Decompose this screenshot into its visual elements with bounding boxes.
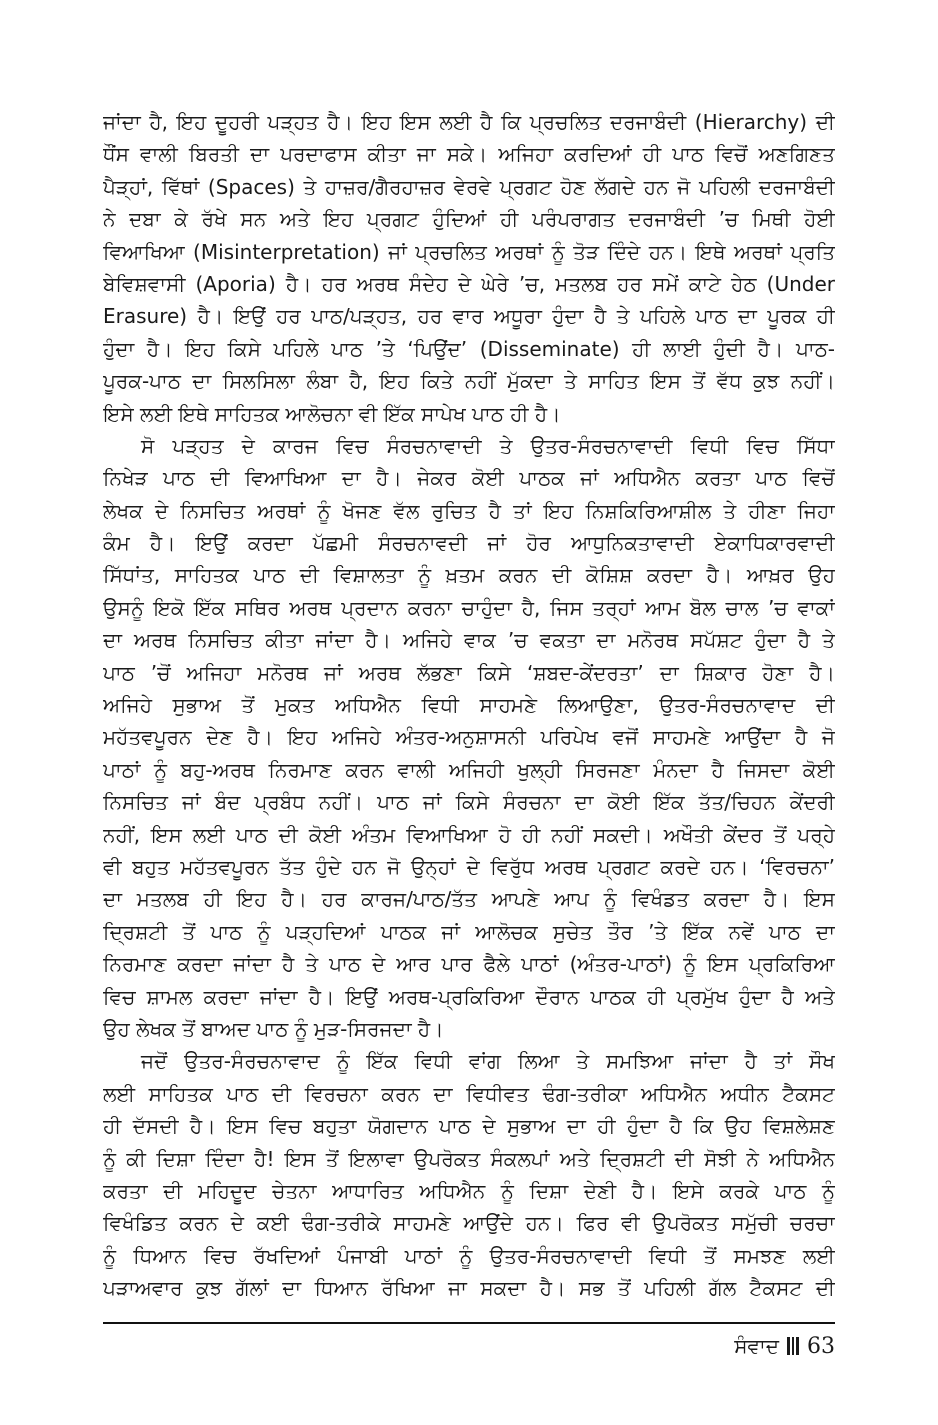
text-line: ਇਸੇ ਲਈ ਇਥੇ ਸਾਹਿਤਕ ਆਲੋਚਨਾ ਵੀ ਇੱਕ ਸਾਪੇਖ ਪਾਠ ਹੀ ਹੈ।: [103, 401, 561, 426]
text-line: ਦ੍ਰਿਸ਼ਟੀ ਤੋਂ ਪਾਠ ਨੂੰ ਪੜ੍ਹਦਿਆਂ ਪਾਠਕ ਜਾਂ ਆਲੋਚਕ ਸੁਚੇਤ ਤੌਰ ’ਤੇ ਇੱਕ ਨਵੇਂ ਪਾਠ ਦਾ: [103, 919, 835, 944]
text-line: ਬੇਵਿਸ਼ਵਾਸੀ (Aporia) ਹੈ। ਹਰ ਅਰਥ ਸੰਦੇਹ ਦੇ ਘੇਰੇ ’ਚ, ਮਤਲਬ ਹਰ ਸਮੇਂ ਕਾਟੇ ਹੇਠ (Under: [103, 271, 835, 296]
text-line: ਮਹੱਤਵਪੂਰਨ ਦੇਣ ਹੈ। ਇਹ ਅਜਿਹੇ ਅੰਤਰ-ਅਨੁਸ਼ਾਸਨੀ ਪਰਿਪੇਖ ਵਜੋਂ ਸਾਹਮਣੇ ਆਉਂਦਾ ਹੈ ਜੋ: [103, 725, 835, 750]
text-line: ਨਿਸਚਿਤ ਜਾਂ ਬੰਦ ਪ੍ਰਬੰਧ ਨਹੀਂ। ਪਾਠ ਜਾਂ ਕਿਸੇ ਸੰਰਚਨਾ ਦਾ ਕੋਈ ਇੱਕ ਤੱਤ/ਚਿਹਨ ਕੇਂਦਰੀ: [103, 790, 835, 815]
text-line: ਨੂੰ ਧਿਆਨ ਵਿਚ ਰੱਖਦਿਆਂ ਪੰਜਾਬੀ ਪਾਠਾਂ ਨੂੰ ਉਤਰ-ਸੰਰਚਨਾਵਾਦੀ ਵਿਧੀ ਤੋਂ ਸਮਝਣ ਲਈ: [103, 1243, 835, 1268]
text-line: ਪਾਠਾਂ ਨੂੰ ਬਹੁ-ਅਰਥ ਨਿਰਮਾਣ ਕਰਨ ਵਾਲੀ ਅਜਿਹੀ ਖੁਲ੍ਹੀ ਸਿਰਜਣਾ ਮੰਨਦਾ ਹੈ ਜਿਸਦਾ ਕੋਈ: [103, 757, 835, 782]
text-line: ਕੰਮ ਹੈ। ਇਉਂ ਕਰਦਾ ਪੱਛਮੀ ਸੰਰਚਨਾਵਦੀ ਜਾਂ ਹੋਰ ਆਧੁਨਿਕਤਾਵਾਦੀ ਏਕਾਧਿਕਾਰਵਾਦੀ: [103, 531, 835, 556]
text-line: ਜਾਂਦਾ ਹੈ, ਇਹ ਦੂਹਰੀ ਪੜ੍ਹਤ ਹੈ। ਇਹ ਇਸ ਲਈ ਹੈ ਕਿ ਪ੍ਰਚਲਿਤ ਦਰਜਾਬੰਦੀ (Hierarchy) ਦੀ: [103, 110, 835, 134]
text-line: ਪੜਾਅਵਾਰ ਕੁਝ ਗੱਲਾਂ ਦਾ ਧਿਆਨ ਰੱਖਿਆ ਜਾ ਸਕਦਾ ਹੈ। ਸਭ ਤੋਂ ਪਹਿਲੀ ਗੱਲ ਟੈਕਸਟ ਦੀ: [103, 1276, 835, 1301]
paragraph: [103, 430, 835, 1045]
page-number: 63: [807, 1333, 835, 1359]
text-line: ਹੀ ਦੱਸਦੀ ਹੈ। ਇਸ ਵਿਚ ਬਹੁਤਾ ਯੋਗਦਾਨ ਪਾਠ ਦੇ ਸੁਭਾਅ ਦਾ ਹੀ ਹੁੰਦਾ ਹੈ ਕਿ ਉਹ ਵਿਸ਼ਲੇਸ਼ਣ: [103, 1114, 835, 1139]
text-line: ਪੂਰਕ-ਪਾਠ ਦਾ ਸਿਲਸਿਲਾ ਲੰਬਾ ਹੈ, ਇਹ ਕਿਤੇ ਨਹੀਂ ਮੁੱਕਦਾ ਤੇ ਸਾਹਿਤ ਇਸ ਤੋਂ ਵੱਧ ਕੁਝ ਨਹੀਂ।: [103, 369, 835, 394]
text-line: ਵਿਚ ਸ਼ਾਮਲ ਕਰਦਾ ਜਾਂਦਾ ਹੈ। ਇਉਂ ਅਰਥ-ਪ੍ਰਕਿਰਿਆ ਦੌਰਾਨ ਪਾਠਕ ਹੀ ਪ੍ਰਮੁੱਖ ਹੁੰਦਾ ਹੈ ਅਤੇ: [103, 984, 835, 1009]
text-line: ਵਿਖੰਡਿਤ ਕਰਨ ਦੇ ਕਈ ਢੰਗ-ਤਰੀਕੇ ਸਾਹਮਣੇ ਆਉਂਦੇ ਹਨ। ਫਿਰ ਵੀ ਉਪਰੋਕਤ ਸਮੁੱਚੀ ਚਰਚਾ: [103, 1211, 835, 1236]
text-line: ਉਹ ਲੇਖਕ ਤੋਂ ਬਾਅਦ ਪਾਠ ਨੂੰ ਮੁੜ-ਸਿਰਜਦਾ ਹੈ।: [103, 1016, 444, 1041]
text-line: ਨਿਰਮਾਣ ਕਰਦਾ ਜਾਂਦਾ ਹੈ ਤੇ ਪਾਠ ਦੇ ਆਰ ਪਾਰ ਫੈਲੇ ਪਾਠਾਂ (ਅੰਤਰ-ਪਾਠਾਂ) ਨੂੰ ਇਸ ਪ੍ਰਕਿਰਿਆ: [103, 952, 835, 977]
text-line: ਧੌਂਸ ਵਾਲੀ ਬਿਰਤੀ ਦਾ ਪਰਦਾਫਾਸ ਕੀਤਾ ਜਾ ਸਕੇ। ਅਜਿਹਾ ਕਰਦਿਆਂ ਹੀ ਪਾਠ ਵਿਚੋਂ ਅਣਗਿਣਤ: [103, 142, 835, 167]
text-line: Erasure) ਹੈ। ਇਉਂ ਹਰ ਪਾਠ/ਪੜ੍ਹਤ, ਹਰ ਵਾਰ ਅਧੂਰਾ ਹੁੰਦਾ ਹੈ ਤੇ ਪਹਿਲੇ ਪਾਠ ਦਾ ਪੂਰਕ ਹੀ: [103, 304, 835, 329]
text-line: ਹੁੰਦਾ ਹੈ। ਇਹ ਕਿਸੇ ਪਹਿਲੇ ਪਾਠ ’ਤੇ ‘ਪਿਉਂਦ’ (Disseminate) ਹੀ ਲਾਈ ਹੁੰਦੀ ਹੈ। ਪਾਠ-: [103, 336, 835, 361]
text-line: ਉਸਨੂੰ ਇਕੋ ਇੱਕ ਸਥਿਰ ਅਰਥ ਪ੍ਰਦਾਨ ਕਰਨਾ ਚਾਹੁੰਦਾ ਹੈ, ਜਿਸ ਤਰ੍ਹਾਂ ਆਮ ਬੋਲ ਚਾਲ ’ਚ ਵਾਕਾਂ: [103, 595, 835, 620]
body-text: [103, 106, 835, 1304]
text-line: ਨੇ ਦਬਾ ਕੇ ਰੱਖੇ ਸਨ ਅਤੇ ਇਹ ਪ੍ਰਗਟ ਹੁੰਦਿਆਂ ਹੀ ਪਰੰਪਰਾਗਤ ਦਰਜਾਬੰਦੀ ’ਚ ਮਿਥੀ ਹੋਈ: [103, 207, 835, 232]
separator-bars-icon: [787, 1337, 799, 1355]
text-line: ਸਿੱਧਾਂਤ, ਸਾਹਿਤਕ ਪਾਠ ਦੀ ਵਿਸ਼ਾਲਤਾ ਨੂੰ ਖ਼ਤਮ ਕਰਨ ਦੀ ਕੋਸ਼ਿਸ਼ ਕਰਦਾ ਹੈ। ਆਖ਼ਰ ਉਹ: [103, 563, 835, 588]
text-line: ਲੇਖਕ ਦੇ ਨਿਸਚਿਤ ਅਰਥਾਂ ਨੂੰ ਖੋਜਣ ਵੱਲ ਰੁਚਿਤ ਹੈ ਤਾਂ ਇਹ ਨਿਸ਼ਕਿਰਿਆਸ਼ੀਲ ਤੇ ਹੀਣਾ ਜਿਹਾ: [103, 498, 835, 523]
text-line: ਜਦੋਂ ਉਤਰ-ਸੰਰਚਨਾਵਾਦ ਨੂੰ ਇੱਕ ਵਿਧੀ ਵਾਂਗ ਲਿਆ ਤੇ ਸਮਝਿਆ ਜਾਂਦਾ ਹੈ ਤਾਂ ਸੌਖ: [141, 1049, 835, 1074]
text-line: ਪਾਠ ’ਚੋਂ ਅਜਿਹਾ ਮਨੋਰਥ ਜਾਂ ਅਰਥ ਲੱਭਣਾ ਕਿਸੇ ‘ਸ਼ਬਦ-ਕੇਂਦਰਤਾ’ ਦਾ ਸ਼ਿਕਾਰ ਹੋਣਾ ਹੈ।: [103, 660, 835, 685]
text-line: ਪੈੜ੍ਹਾਂ, ਵਿੱਥਾਂ (Spaces) ਤੇ ਹਾਜ਼ਰ/ਗੈਰਹਾਜ਼ਰ ਵੇਰਵੇ ਪ੍ਰਗਟ ਹੋਣ ਲੱਗਦੇ ਹਨ ਜੋ ਪਹਿਲੀ ਦਰਜਾਬੰਦੀ: [103, 174, 835, 199]
text-line: ਅਜਿਹੇ ਸੁਭਾਅ ਤੋਂ ਮੁਕਤ ਅਧਿਐਨ ਵਿਧੀ ਸਾਹਮਣੇ ਲਿਆਉਣਾ, ਉਤਰ-ਸੰਰਚਨਾਵਾਦ ਦੀ: [103, 693, 835, 718]
text-line: ਵਿਆਖਿਆ (Misinterpretation) ਜਾਂ ਪ੍ਰਚਲਿਤ ਅਰਥਾਂ ਨੂੰ ਤੋੜ ਦਿੰਦੇ ਹਨ। ਇਥੇ ਅਰਥਾਂ ਪ੍ਰਤਿ: [103, 239, 835, 264]
text-line: ਲਈ ਸਾਹਿਤਕ ਪਾਠ ਦੀ ਵਿਰਚਨਾ ਕਰਨ ਦਾ ਵਿਧੀਵਤ ਢੰਗ-ਤਰੀਕਾ ਅਧਿਐਨ ਅਧੀਨ ਟੈਕਸਟ: [103, 1081, 835, 1106]
paragraph: [103, 1045, 835, 1304]
text-line: ਦਾ ਮਤਲਬ ਹੀ ਇਹ ਹੈ। ਹਰ ਕਾਰਜ/ਪਾਠ/ਤੱਤ ਆਪਣੇ ਆਪ ਨੂੰ ਵਿਖੰਡਤ ਕਰਦਾ ਹੈ। ਇਸ: [103, 887, 835, 912]
text-line: ਨਹੀਂ, ਇਸ ਲਈ ਪਾਠ ਦੀ ਕੋਈ ਅੰਤਮ ਵਿਆਖਿਆ ਹੋ ਹੀ ਨਹੀਂ ਸਕਦੀ। ਅਖੌਤੀ ਕੇਂਦਰ ਤੋਂ ਪਰ੍ਹੇ: [103, 822, 835, 847]
text-line: ਵੀ ਬਹੁਤ ਮਹੱਤਵਪੂਰਨ ਤੱਤ ਹੁੰਦੇ ਹਨ ਜੋ ਉਨ੍ਹਾਂ ਦੇ ਵਿਰੁੱਧ ਅਰਥ ਪ੍ਰਗਟ ਕਰਦੇ ਹਨ। ‘ਵਿਰਚਨਾ’: [103, 854, 835, 879]
page-footer: [734, 1332, 835, 1360]
paragraph: [103, 106, 835, 430]
text-line: ਨੂੰ ਕੀ ਦਿਸ਼ਾ ਦਿੰਦਾ ਹੈ! ਇਸ ਤੋਂ ਇਲਾਵਾ ਉਪਰੋਕਤ ਸੰਕਲਪਾਂ ਅਤੇ ਦ੍ਰਿਸ਼ਟੀ ਦੀ ਸੋਝੀ ਨੇ ਅਧਿਐਨ: [103, 1146, 835, 1171]
text-line: ਦਾ ਅਰਥ ਨਿਸਚਿਤ ਕੀਤਾ ਜਾਂਦਾ ਹੈ। ਅਜਿਹੇ ਵਾਕ ’ਚ ਵਕਤਾ ਦਾ ਮਨੋਰਥ ਸਪੱਸ਼ਟ ਹੁੰਦਾ ਹੈ ਤੇ: [103, 628, 835, 653]
journal-name: ਸੰਵਾਦ: [734, 1334, 779, 1358]
text-line: ਸੋ ਪੜ੍ਹਤ ਦੇ ਕਾਰਜ ਵਿਚ ਸੰਰਚਨਾਵਾਦੀ ਤੇ ਉਤਰ-ਸੰਰਚਨਾਵਾਦੀ ਵਿਧੀ ਵਿਚ ਸਿੱਧਾ: [141, 433, 835, 458]
text-line: ਕਰਤਾ ਦੀ ਮਹਿਦੂਦ ਚੇਤਨਾ ਆਧਾਰਿਤ ਅਧਿਐਨ ਨੂੰ ਦਿਸ਼ਾ ਦੇਣੀ ਹੈ। ਇਸੇ ਕਰਕੇ ਪਾਠ ਨੂੰ: [103, 1178, 835, 1203]
text-line: ਨਿਖੇੜ ਪਾਠ ਦੀ ਵਿਆਖਿਆ ਦਾ ਹੈ। ਜੇਕਰ ਕੋਈ ਪਾਠਕ ਜਾਂ ਅਧਿਐਨ ਕਰਤਾ ਪਾਠ ਵਿਚੋਂ: [103, 466, 835, 491]
footer-rule: [103, 1322, 835, 1324]
